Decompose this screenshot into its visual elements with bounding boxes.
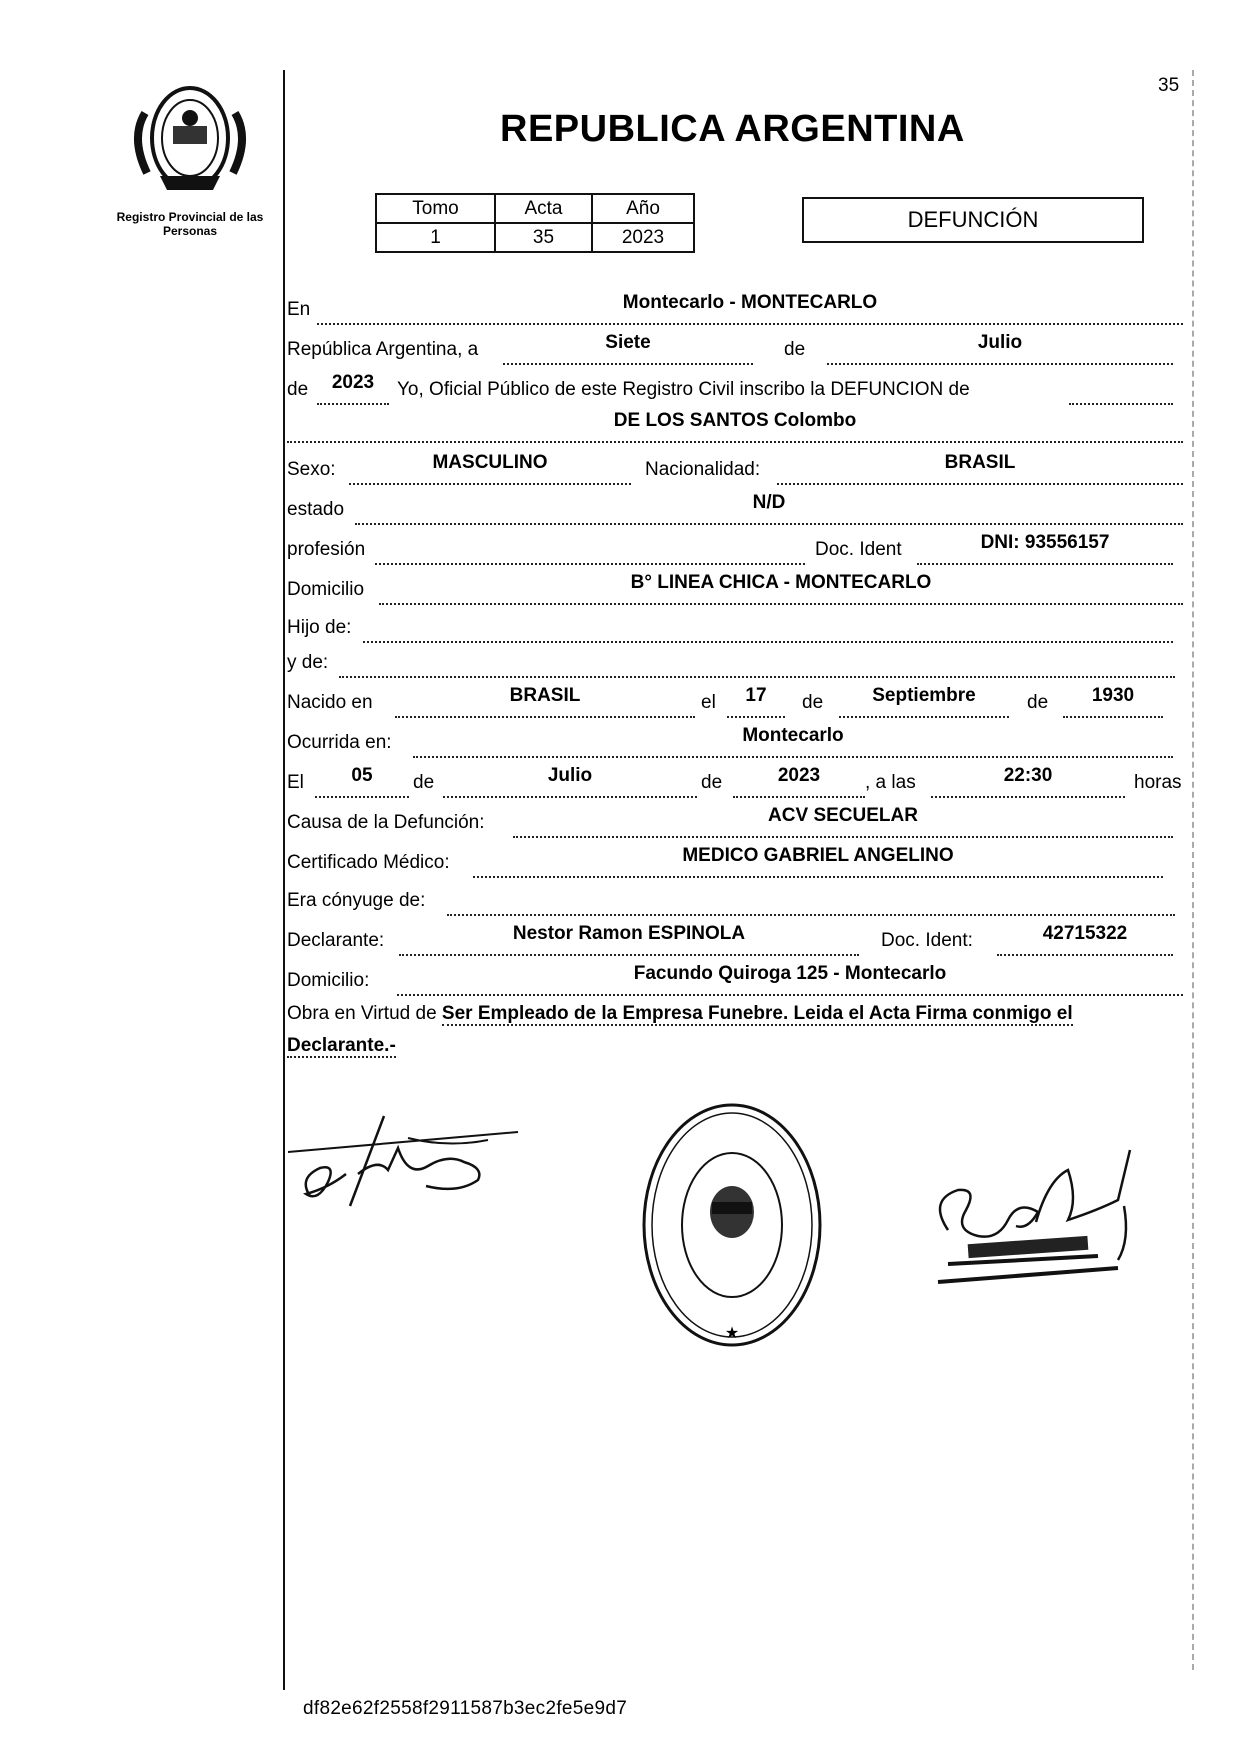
estado-value: N/D [752, 492, 786, 513]
horas-label: horas [1134, 772, 1182, 793]
row-death-date [287, 765, 1183, 798]
row-decl-domicilio [287, 963, 1183, 996]
declarante-value: Nestor Ramon ESPINOLA [512, 923, 746, 944]
nacido-year-value: 1930 [1091, 685, 1135, 706]
death-year-field [733, 765, 865, 798]
docident-field [917, 532, 1173, 565]
en-field [317, 292, 1183, 325]
obra-value: Ser Empleado de la Empresa Funebre. Leida el Acta Firma conmigo el Declarante.- [287, 1003, 1073, 1056]
decl-doc-label: Doc. Ident: [881, 930, 973, 951]
nacido-de2-label: de [1027, 692, 1049, 713]
docident-label: Doc. Ident [815, 539, 902, 560]
nacionalidad-value: BRASIL [944, 452, 1016, 473]
domicilio-value: B° LINEA CHICA - MONTECARLO [630, 572, 932, 593]
ocurrida-value: Montecarlo [742, 725, 844, 746]
deceased-name-value: DE LOS SANTOS Colombo [613, 410, 857, 431]
nacionalidad-field [777, 452, 1183, 485]
ocurrida-label: Ocurrida en: [287, 732, 392, 753]
death-de1-label: de [413, 772, 435, 793]
year-prefix-label: de [287, 379, 309, 400]
row-deceased-name [287, 410, 1183, 443]
right-margin-line [1192, 70, 1195, 1670]
domicilio-field [379, 572, 1183, 605]
declarante-label: Declarante: [287, 930, 385, 951]
causa-field [513, 805, 1173, 838]
nacido-year-field [1063, 685, 1163, 718]
de-label: de [784, 339, 806, 360]
row-republica [287, 332, 1183, 365]
acta-value: 35 [495, 223, 592, 252]
profesion-label: profesión [287, 539, 366, 560]
registry-stamp-icon [640, 1100, 825, 1350]
ocurrida-field [413, 725, 1173, 758]
svg-text:★: ★ [724, 1323, 740, 1342]
el2-label: El [287, 772, 304, 793]
decl-domicilio-value: Facundo Quiroga 125 - Montecarlo [633, 963, 947, 984]
row-nacido [287, 685, 1183, 718]
sexo-value: MASCULINO [432, 452, 548, 473]
obra-paragraph [287, 998, 1177, 1062]
nacido-day-value: 17 [745, 685, 767, 706]
decl-domicilio-field [397, 963, 1183, 996]
sexo-field [349, 452, 631, 485]
registry-label: Registro Provincial de las Personas [116, 210, 264, 238]
death-month-field [443, 765, 697, 798]
row-profesion [287, 532, 1183, 565]
alas-label: , a las [865, 772, 916, 793]
nacido-month-value: Septiembre [872, 685, 976, 706]
row-declarante [287, 923, 1183, 956]
obra-prefix: Obra en Virtud de [287, 1003, 437, 1024]
row-estado [287, 492, 1183, 525]
decl-domicilio-label: Domicilio: [287, 970, 370, 991]
death-time-value: 22:30 [1003, 765, 1053, 786]
death-de2-label: de [701, 772, 723, 793]
misiones-seal-icon [125, 78, 255, 198]
certificado-label: Certificado Médico: [287, 852, 450, 873]
anio-header: Año [592, 194, 694, 223]
document-hash: df82e62f2558f2911587b3ec2fe5e9d7 [303, 1698, 628, 1719]
yde-field [339, 648, 1175, 678]
estado-label: estado [287, 499, 345, 520]
docident-value: DNI: 93556157 [980, 532, 1110, 553]
hijo-field [363, 613, 1173, 643]
year-value: 2023 [331, 372, 375, 393]
yo-text: Yo, Oficial Público de este Registro Civil inscribo la DEFUNCION de [397, 379, 970, 400]
row-sexo [287, 452, 1183, 485]
row-hijo [287, 613, 1183, 643]
row-en [287, 292, 1183, 325]
month-value: Julio [977, 332, 1023, 353]
month-field [827, 332, 1173, 365]
death-time-field [931, 765, 1125, 798]
page-number: 35 [1158, 75, 1180, 96]
death-year-value: 2023 [777, 765, 821, 786]
nacido-place-value: BRASIL [509, 685, 581, 706]
row-conyuge [287, 886, 1183, 916]
page-title: REPUBLICA ARGENTINA [500, 108, 965, 150]
tomo-header: Tomo [376, 194, 495, 223]
year-field [317, 372, 389, 405]
row-yde [287, 648, 1183, 678]
nacido-label: Nacido en [287, 692, 373, 713]
decl-doc-field [997, 923, 1173, 956]
certificado-value: MEDICO GABRIEL ANGELINO [682, 845, 954, 866]
nacido-de1-label: de [802, 692, 824, 713]
nacido-day-field [727, 685, 785, 718]
row-certificado [287, 845, 1183, 878]
en-label: En [287, 299, 311, 320]
row-year [287, 372, 1183, 405]
el-label: el [701, 692, 716, 713]
profesion-field [375, 535, 805, 565]
anio-value: 2023 [592, 223, 694, 252]
conyuge-field [447, 886, 1175, 916]
causa-label: Causa de la Defunción: [287, 812, 485, 833]
tomo-value: 1 [376, 223, 495, 252]
decl-doc-value: 42715322 [1042, 923, 1128, 944]
record-type-box: DEFUNCIÓN [802, 197, 1144, 243]
nacido-month-field [839, 685, 1009, 718]
official-signature-icon [918, 1140, 1148, 1300]
yo-blank-field [1069, 375, 1173, 405]
row-ocurrida [287, 725, 1183, 758]
estado-field [355, 492, 1183, 525]
sexo-label: Sexo: [287, 459, 336, 480]
en-value: Montecarlo - MONTECARLO [622, 292, 878, 313]
certificado-field [473, 845, 1163, 878]
death-month-value: Julio [547, 765, 593, 786]
tomo-acta-table [375, 193, 695, 253]
nacionalidad-label: Nacionalidad: [645, 459, 761, 480]
republica-label: República Argentina, a [287, 339, 479, 360]
domicilio-label: Domicilio [287, 579, 365, 600]
day-value: Siete [605, 332, 651, 353]
death-day-field [315, 765, 409, 798]
causa-value: ACV SECUELAR [768, 805, 918, 826]
hijo-label: Hijo de: [287, 617, 352, 638]
day-field [503, 332, 753, 365]
row-domicilio [287, 572, 1183, 605]
acta-header: Acta [495, 194, 592, 223]
row-causa [287, 805, 1183, 838]
nacido-place-field [395, 685, 695, 718]
death-day-value: 05 [351, 765, 373, 786]
deceased-name-field [287, 410, 1183, 443]
yde-label: y de: [287, 652, 329, 673]
left-margin-line [283, 70, 285, 1690]
declarant-signature-icon [288, 1108, 523, 1218]
declarante-field [399, 923, 859, 956]
conyuge-label: Era cónyuge de: [287, 890, 426, 911]
